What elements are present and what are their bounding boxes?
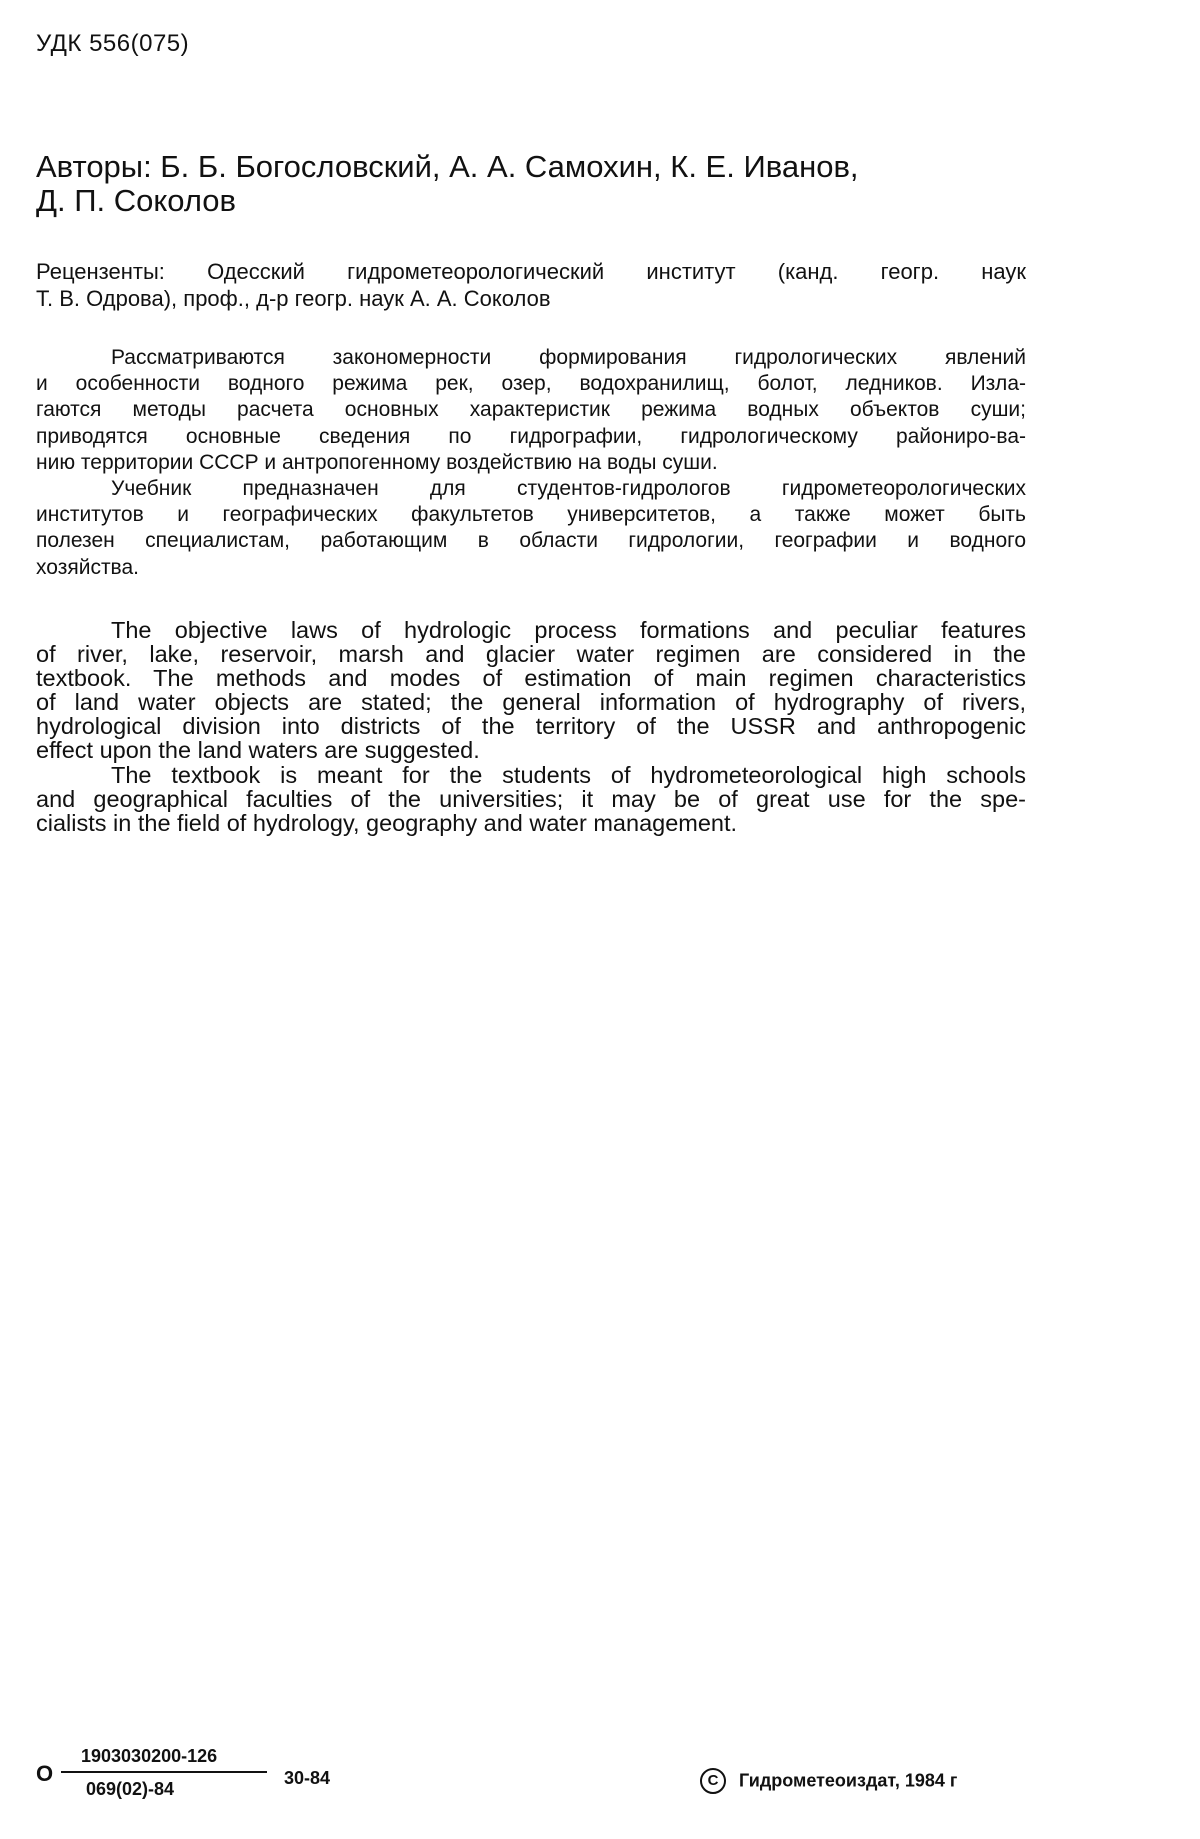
russian-abstract-line: и особенности водного режима рек, озер, водохранилищ, болот, ледников. Изла- xyxy=(36,372,1026,396)
reviewers-line: Рецензенты: Одесский гидрометеорологический институт (канд. геогр. наук xyxy=(36,259,1026,284)
russian-abstract-line: Учебник предназначен для студентов-гидрологов гидрометеорологических xyxy=(111,477,1026,501)
russian-abstract-line: институтов и географических факультетов университетов, а также может быть xyxy=(36,503,1026,527)
publication-code-numerator: 1903030200-126 xyxy=(81,1746,218,1766)
english-abstract-line: of land water objects are stated; the general information of hydrography of rivers, xyxy=(36,689,1026,716)
english-abstract-line: hydrological division into districts of the territory of the USSR and anthropogenic xyxy=(36,713,1026,740)
publication-code xyxy=(36,1745,336,1820)
english-abstract-line: and geographical faculties of the universities; it may be of great use for the spe- xyxy=(36,785,1026,812)
publication-code-prefix: О xyxy=(36,1761,54,1786)
english-abstract-line: cialists in the field of hydrology, geography and water management. xyxy=(36,809,738,836)
publication-code-suffix: 30-84 xyxy=(284,1768,331,1788)
reviewers-line: Т. В. Одрова), проф., д-р геогр. наук А. А. Соколов xyxy=(36,286,551,311)
publication-code-fraction xyxy=(61,1745,281,1815)
english-abstract-line: textbook. The methods and modes of estimation of main regimen characteristics xyxy=(36,665,1026,692)
copyright-text: Гидрометеоиздат, 1984 г xyxy=(739,1770,958,1791)
fraction-line xyxy=(61,1771,267,1773)
authors-line: Авторы: Б. Б. Богословский, А. А. Самохин, К. Е. Иванов, xyxy=(36,149,859,184)
udc-code: УДК 556(075) xyxy=(36,30,190,57)
russian-abstract-line: полезен специалистам, работающим в области гидрологии, географии и водного xyxy=(36,529,1026,553)
copyright-icon: C xyxy=(700,1768,726,1794)
publication-code-denominator: 069(02)-84 xyxy=(86,1779,175,1799)
authors-block xyxy=(36,150,1036,218)
english-abstract xyxy=(36,618,1026,835)
copyright-notice xyxy=(700,1768,1020,1794)
russian-abstract xyxy=(36,345,1026,581)
russian-abstract-line: хозяйства. xyxy=(36,555,139,579)
english-abstract-line: of river, lake, reservoir, marsh and glacier water regimen are considered in the xyxy=(36,641,1026,668)
reviewers-block xyxy=(36,258,1026,312)
russian-abstract-line: Рассматриваются закономерности формирования гидрологических явлений xyxy=(111,346,1026,369)
english-abstract-line: effect upon the land waters are suggested. xyxy=(36,737,480,764)
russian-abstract-line: нию территории СССР и антропогенному воздействию на воды суши. xyxy=(36,450,718,474)
english-abstract-line: The textbook is meant for the students of hydrometeorological high schools xyxy=(111,761,1026,788)
english-abstract-line: The objective laws of hydrologic process formations and peculiar features xyxy=(111,617,1026,643)
russian-abstract-line: приводятся основные сведения по гидрографии, гидрологическому райониро-ва- xyxy=(36,424,1026,448)
authors-line: Д. П. Соколов xyxy=(36,183,236,218)
russian-abstract-line: гаются методы расчета основных характеристик режима водных объектов суши; xyxy=(36,398,1026,422)
